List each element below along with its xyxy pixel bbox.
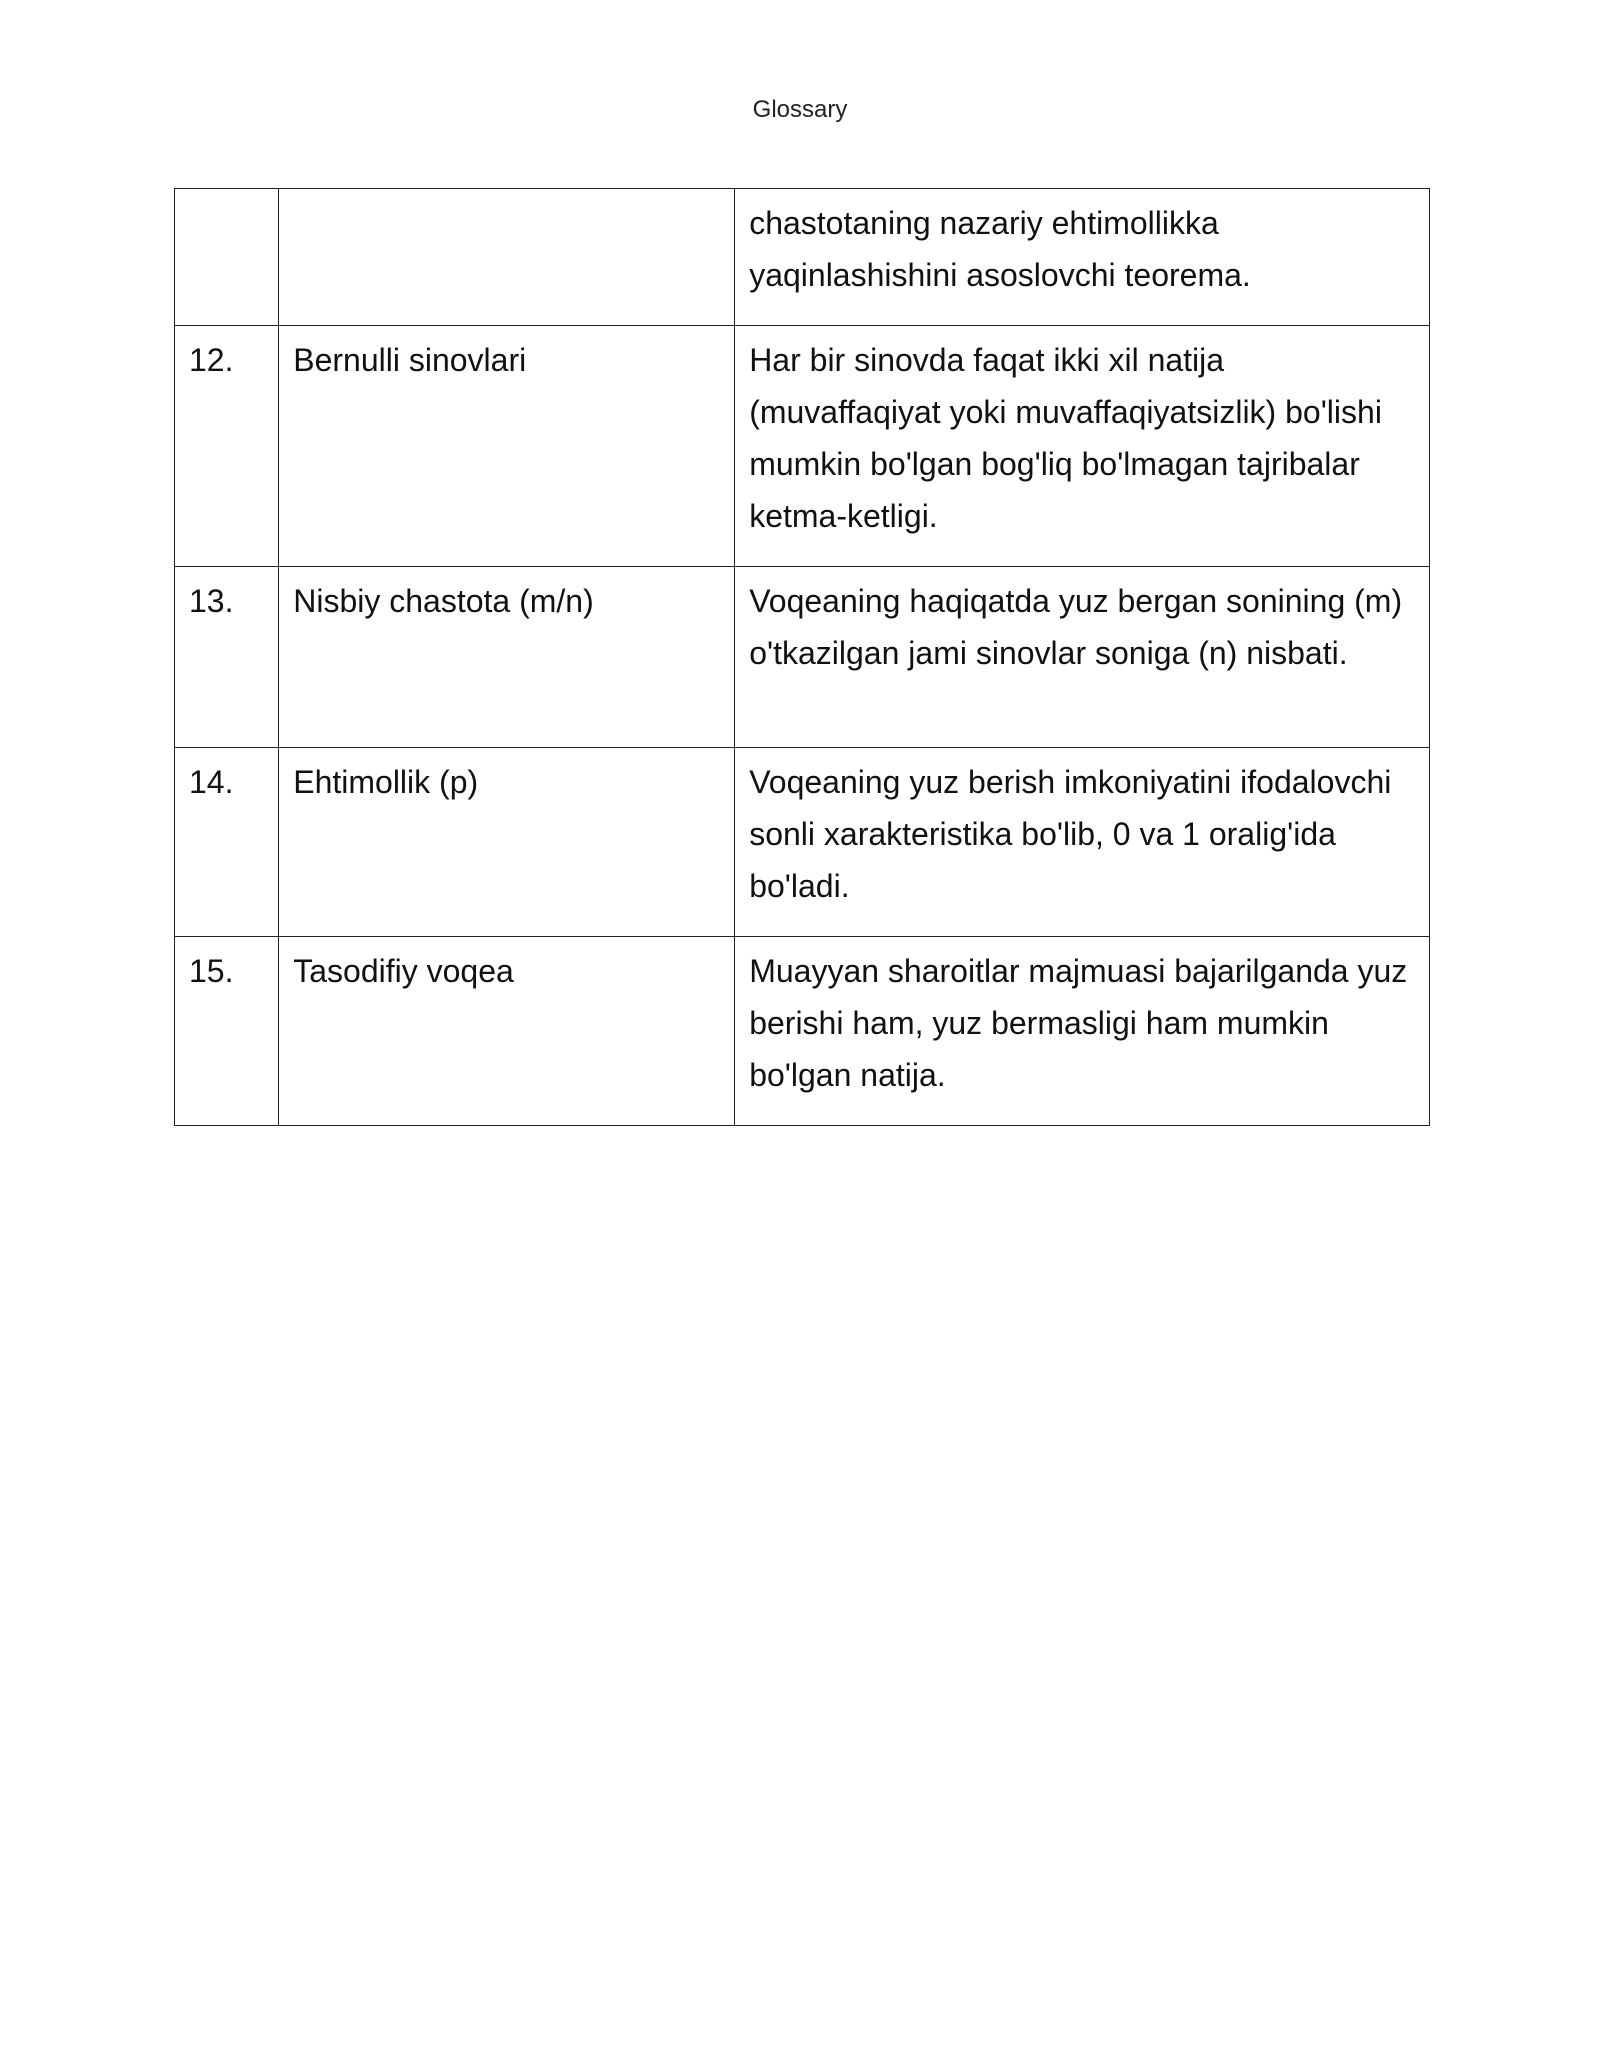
row-number-cell (175, 189, 279, 326)
term-cell: Nisbiy chastota (m/n) (279, 567, 735, 748)
definition-cell: Har bir sinovda faqat ikki xil natija (muvaffaqiyat yoki muvaffaqiyatsizlik) bo'lishi mumkin bo'lgan bog'liq bo'lmagan tajribalar ketma-ketligi. (735, 326, 1430, 567)
definition-cell: Voqeaning yuz berish imkoniyatini ifodalovchi sonli xarakteristika bo'lib, 0 va 1 oralig'ida bo'ladi. (735, 748, 1430, 937)
table-row (175, 326, 1430, 567)
table-row (175, 748, 1430, 937)
row-number-cell: 14. (175, 748, 279, 937)
table-row (175, 189, 1430, 326)
row-number-cell: 15. (175, 937, 279, 1126)
term-cell (279, 189, 735, 326)
row-number-cell: 13. (175, 567, 279, 748)
table-row (175, 567, 1430, 748)
term-cell: Tasodifiy voqea (279, 937, 735, 1126)
term-cell: Bernulli sinovlari (279, 326, 735, 567)
definition-cell: chastotaning nazariy ehtimollikka yaqinlashishini asoslovchi teorema. (735, 189, 1430, 326)
definition-cell: Muayyan sharoitlar majmuasi bajarilganda yuz berishi ham, yuz bermasligi ham mumkin bo'lgan natija. (735, 937, 1430, 1126)
page-header-title: Glossary (752, 96, 848, 123)
row-number-cell: 12. (175, 326, 279, 567)
term-cell: Ehtimollik (p) (279, 748, 735, 937)
glossary-table (174, 188, 1430, 1126)
table-row (175, 937, 1430, 1126)
definition-cell: Voqeaning haqiqatda yuz bergan sonining (m) o'tkazilgan jami sinovlar soniga (n) nisbati. (735, 567, 1430, 748)
